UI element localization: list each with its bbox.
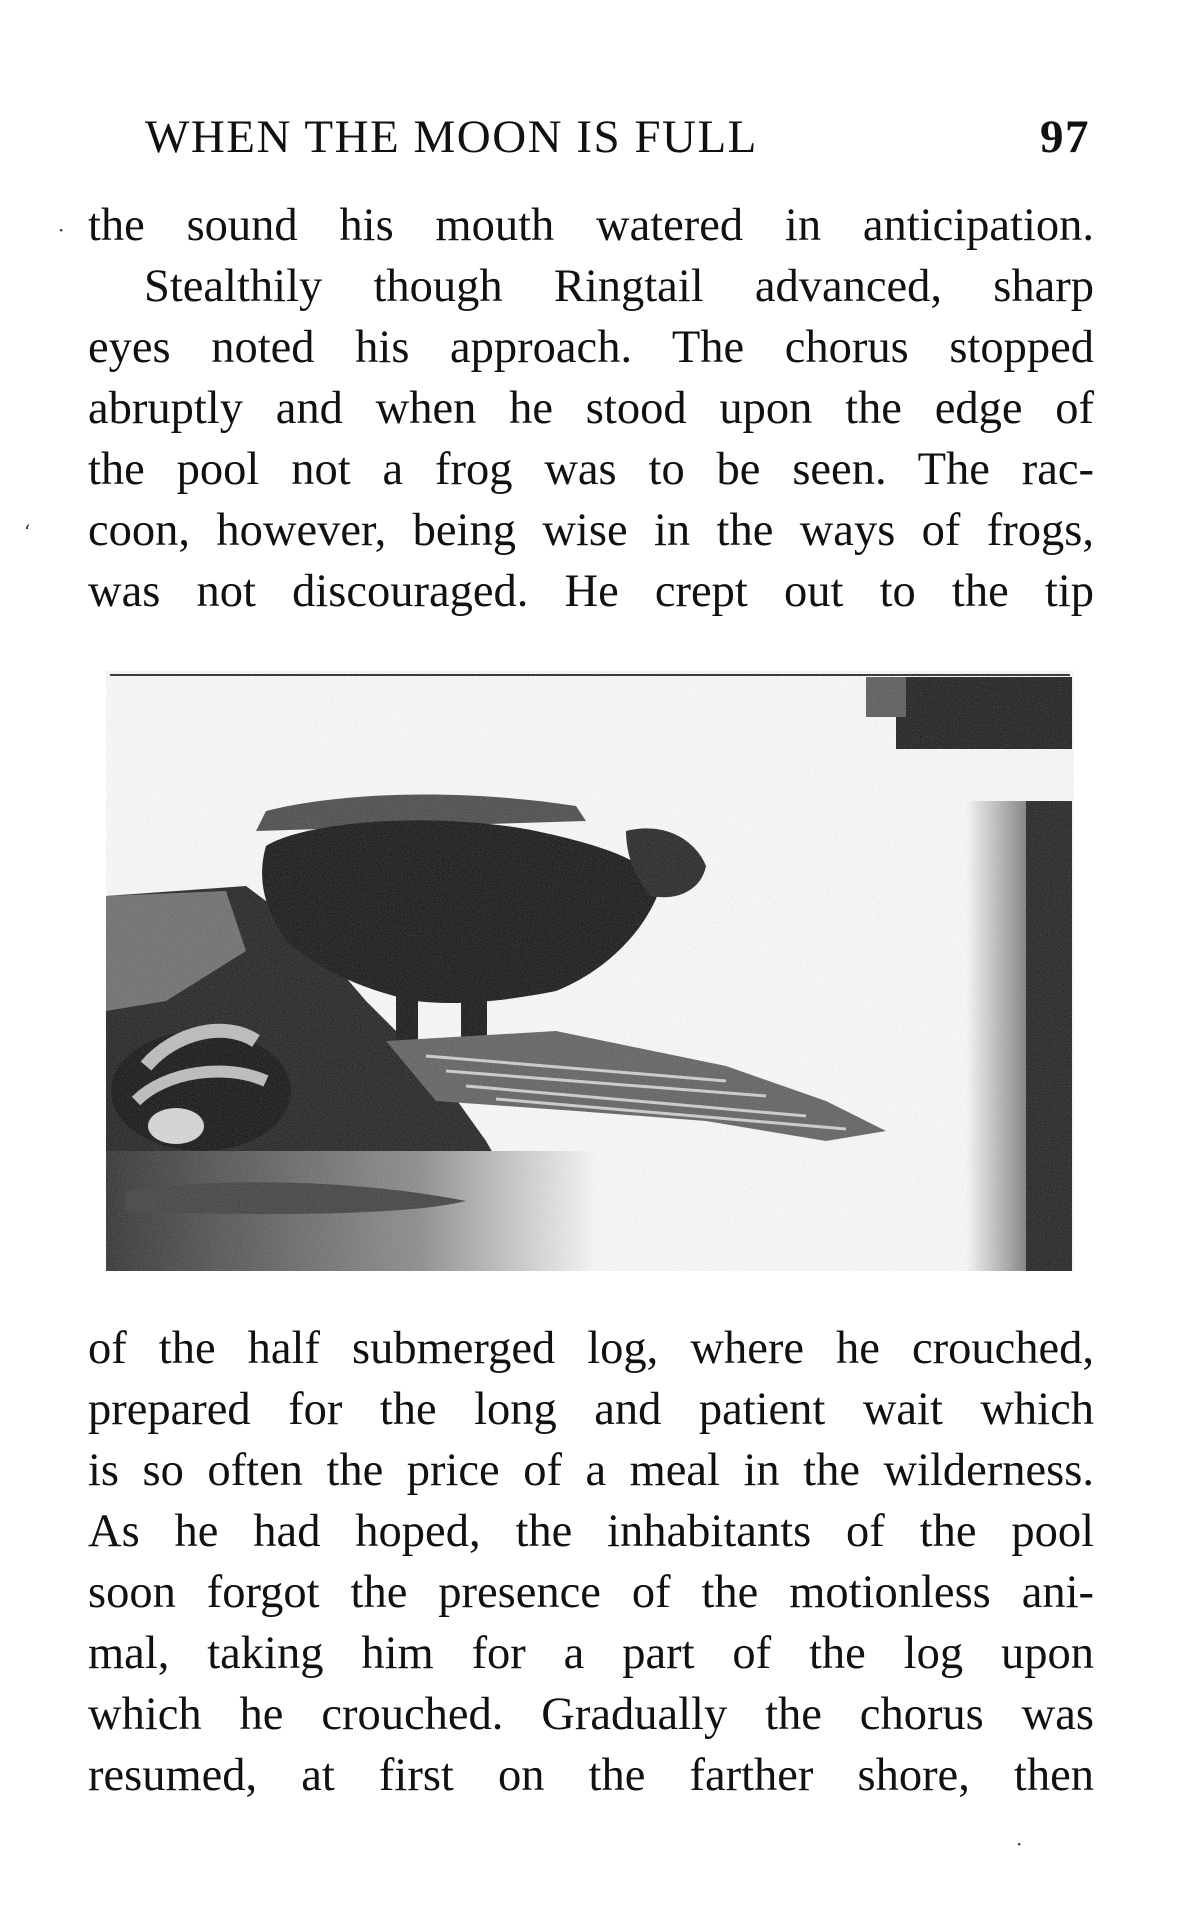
text-line: of the half submerged log, where he crouched, bbox=[88, 1323, 1094, 1374]
text-line: mal, taking him for a part of the log upon bbox=[88, 1628, 1094, 1679]
text-line: coon, however, being wise in the ways of frogs, bbox=[88, 505, 1094, 556]
running-head bbox=[145, 110, 1090, 170]
text-line: the sound his mouth watered in anticipation. bbox=[88, 200, 1094, 251]
text-line: which he crouched. Gradually the chorus was bbox=[88, 1689, 1094, 1740]
illustration-artwork bbox=[106, 671, 1074, 1271]
text-line: abruptly and when he stood upon the edge of bbox=[88, 383, 1094, 434]
text-line: Stealthily though Ringtail advanced, sharp bbox=[144, 261, 1094, 312]
print-speck: ‘ bbox=[24, 520, 31, 544]
text-line: prepared for the long and patient wait which bbox=[88, 1384, 1094, 1435]
text-block-top bbox=[88, 195, 1094, 622]
print-speck: · bbox=[1016, 1832, 1023, 1856]
text-line: is so often the price of a meal in the wilderness. bbox=[88, 1445, 1094, 1496]
halftone-grain bbox=[106, 671, 1074, 1271]
text-line: resumed, at first on the farther shore, then bbox=[88, 1750, 1094, 1801]
raccoon-illustration bbox=[106, 671, 1074, 1271]
text-line: eyes noted his approach. The chorus stopped bbox=[88, 322, 1094, 373]
text-line: the pool not a frog was to be seen. The rac- bbox=[88, 444, 1094, 495]
text-block-bottom bbox=[88, 1318, 1094, 1806]
text-line: As he had hoped, the inhabitants of the pool bbox=[88, 1506, 1094, 1557]
text-line: soon forgot the presence of the motionless ani- bbox=[88, 1567, 1094, 1618]
text-line: was not discouraged. He crept out to the tip bbox=[88, 566, 1094, 617]
running-head-title: WHEN THE MOON IS FULL bbox=[145, 111, 758, 163]
page-number: 97 bbox=[1040, 111, 1090, 163]
print-speck: · bbox=[58, 218, 65, 242]
